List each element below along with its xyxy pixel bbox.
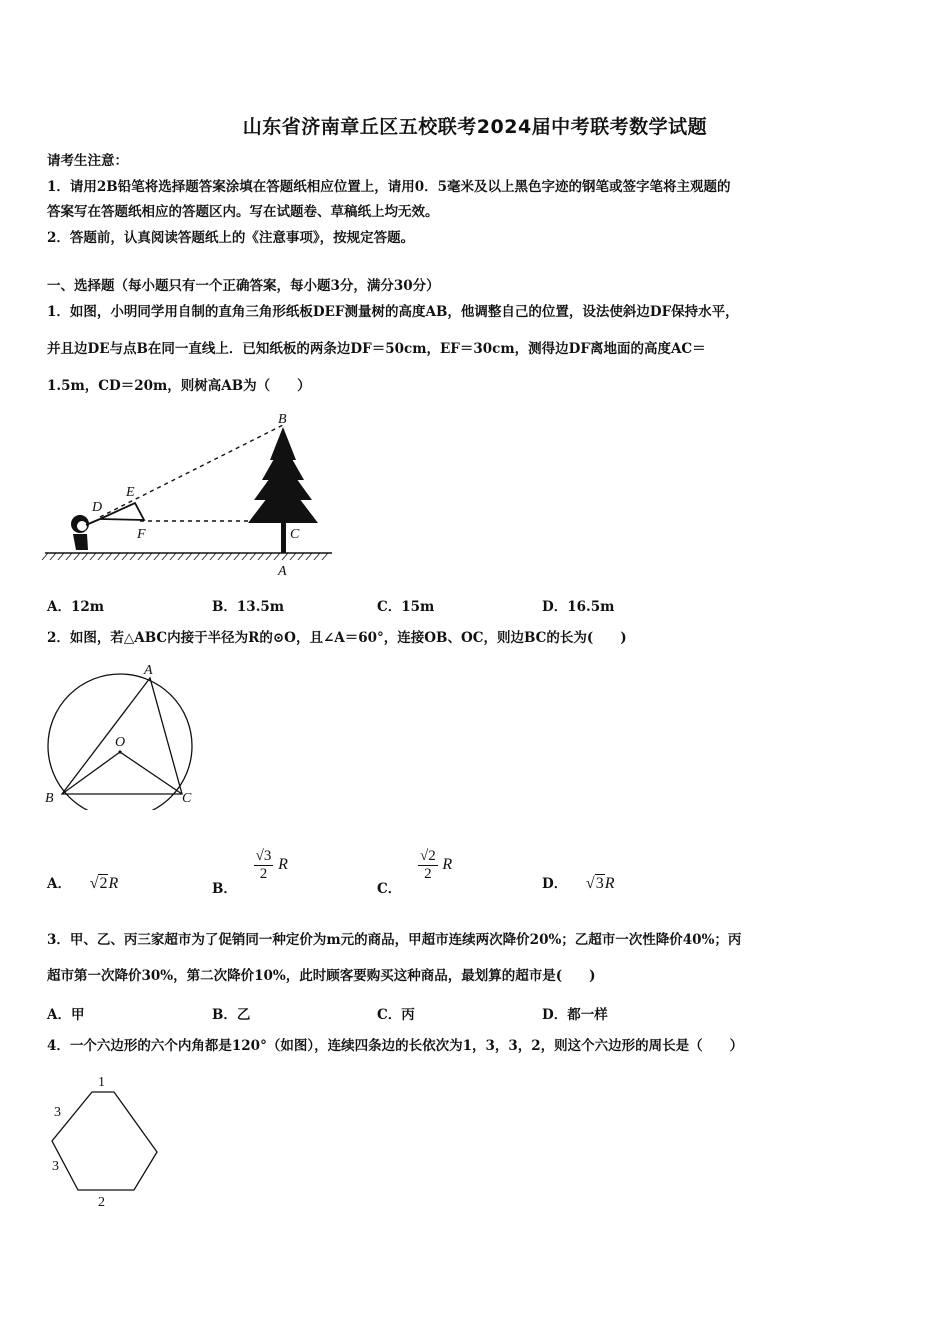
side-label-1: 1 [98,1075,105,1090]
q2-option-c-fraction: $\frac{√2}{2}$ [419,848,436,882]
q2-option-b-radicand: 3 [263,848,272,864]
q2-option-d-label: D． [542,876,568,892]
sight-line-DB [100,425,283,517]
q4-line: 4．一个六边形的六个内角都是120°（如图），连续四条边的长依次为1，3，3，2，则这个六边形的周长是（ ） [47,1038,744,1054]
q2-option-a [47,872,118,893]
q2-option-a-label: A． [47,876,71,892]
side-label-3: 3 [52,1159,59,1174]
label-B: B [45,791,54,806]
label-A: A [278,564,287,579]
side-label-4: 2 [98,1195,105,1210]
q1-option-d: D．16.5m [542,599,615,615]
q2-option-d [542,872,614,893]
q1-line-3: 1.5m，CD＝20m，则树高AB为（ ） [47,378,311,394]
q2-option-b-var: R [278,856,288,873]
label-A: A [144,663,153,678]
notice-line-2: 答案写在答题纸相应的答题区内。写在试题卷、草稿纸上均无效。 [47,204,439,220]
q2-option-d-radicand: 3 [595,875,604,892]
side-label-2: 3 [54,1105,61,1120]
q2-option-c-radicand: 2 [428,848,436,864]
q1-line-1: 1．如图，小明同学用自制的直角三角形纸板DEF测量树的高度AB，他调整自己的位置，设法使斜边DF保持水平， [47,304,739,320]
hexagon [52,1092,157,1190]
q2-option-c [377,848,453,897]
q3-option-a: A．甲 [47,1007,85,1023]
label-O: O [115,735,126,750]
q4-hexagon-figure [40,1070,165,1210]
q3-line-1: 3．甲、乙、丙三家超市为了促销同一种定价为m元的商品，甲超市连续两次降价20%；乙超市一次性降价40%；丙 [47,932,742,948]
label-B: B [278,412,287,427]
label-C: C [182,791,192,806]
q1-option-a: A．12m [47,599,105,615]
q2-option-b [212,848,288,897]
notice-heading: 请考生注意： [47,153,128,169]
q2-option-d-expr: √3R [585,875,615,892]
q2-option-b-fraction: $\frac{√3}{2}$ [255,848,272,882]
notice-line-1: 1．请用2B铅笔将选择题答案涂填在答题纸相应位置上，请用0．5毫米及以上黑色字迹的钢笔或签字笔将主观题的 [47,179,731,195]
q3-option-b: B．乙 [212,1007,251,1023]
q3-option-c: C．丙 [377,1007,415,1023]
q2-circle-figure [40,660,210,810]
label-D: D [92,500,103,515]
q2-line: 2．如图，若△ABC内接于半径为R的⊙O，且∠A＝60°，连接OB、OC，则边BC的长为( ) [47,630,627,646]
section-heading: 一、选择题（每小题只有一个正确答案，每小题3分，满分30分） [47,278,440,294]
q2-option-a-radicand: 2 [99,875,108,892]
q1-line-2: 并且边DE与点B在同一直线上．已知纸板的两条边DF＝50cm，EF＝30cm，测得边DF离地面的高度AC＝ [47,341,706,357]
q3-option-d: D．都一样 [542,1007,608,1023]
q1-option-c: C．15m [377,599,435,615]
q1-tree-figure [40,405,340,580]
q2-option-d-var: R [604,875,615,892]
q2-option-b-label: B． [212,881,237,897]
q2-option-c-var: R [442,856,453,873]
label-C: C [290,527,300,542]
person-icon [71,515,100,550]
q2-option-a-expr: √2R [89,875,119,892]
q2-option-c-denominator: 2 [424,866,432,882]
notice-line-3: 2．答题前，认真阅读答题纸上的《注意事项》，按规定答题。 [47,230,415,246]
q3-line-2: 超市第一次降价30%，第二次降价10%，此时顾客要购买这种商品，最划算的超市是( ) [47,968,596,984]
label-F: F [137,527,146,542]
q2-option-a-var: R [108,875,119,892]
q1-option-b: B．13.5m [212,599,285,615]
center-point [118,750,121,753]
ground-hatching [42,553,328,560]
tree-foliage [248,427,318,523]
q2-option-b-denominator: 2 [259,866,268,882]
label-E: E [126,485,135,500]
q2-option-c-label: C． [377,881,402,897]
page-title: 山东省济南章丘区五校联考2024届中考联考数学试题 [242,116,708,138]
segment-OB [62,752,120,794]
